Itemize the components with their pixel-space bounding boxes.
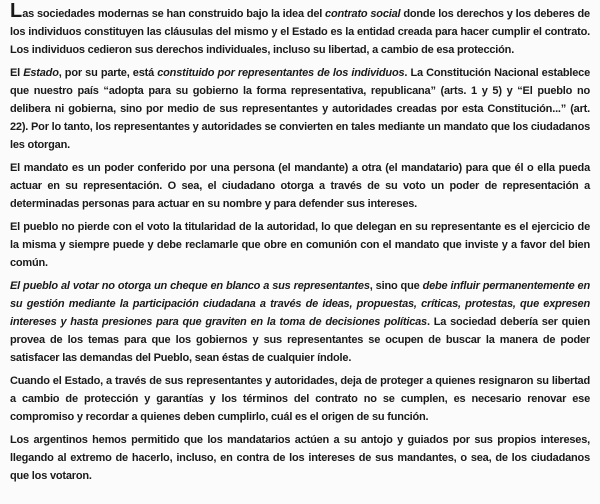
paragraph-text: Cuando el Estado, a través de sus representantes y autoridades, deja de proteger a quienes resignaron su libertad a cambio de protección y garantías y los términos del contrato no se cumplen, es necesario renovar ese compromiso y recordar a quienes deben cumplirlo, cuál es el origen de su función.	[10, 375, 590, 423]
paragraph-argentinos	[10, 431, 590, 485]
paragraph-text: as sociedades modernas se han construido bajo la idea del	[22, 8, 326, 20]
paragraph-mandato	[10, 159, 590, 213]
paragraph-text-italic: contrato social	[325, 8, 401, 20]
paragraph-text-italic: debe influir permanentemente en su gestión mediante la participación ciudadana a través de ideas, propuestas, críticas, protestas, que expresen intereses y hasta presiones para que graviten en la toma de decisiones políticas	[10, 280, 590, 328]
paragraph-cheque-en-blanco	[10, 277, 590, 367]
paragraph-text-italic: Estado	[23, 67, 59, 79]
paragraph-text: El pueblo no pierde con el voto la titularidad de la autoridad, lo que delegan en su representante es el ejercicio de la misma y siempre puede y debe reclamarle que obre en comunión con el mandato que inviste y a favor del bien común.	[10, 221, 590, 269]
paragraph-text: donde los derechos y los deberes de los individuos constituyen las cláusulas del mismo y el Estado es la entidad creada para hacer cumplir el contrato. Los individuos cedieron sus derechos individuales, incluso su libertad, a cambio de esa protección.	[10, 8, 590, 56]
paragraph-text-italic: El pueblo al votar no otorga un cheque en blanco a sus representantes	[10, 280, 370, 292]
paragraph-text-italic: constituido por representantes de los individuos	[157, 67, 405, 79]
paragraph-text: El mandato es un poder conferido por una persona (el mandante) a otra (el mandatario) para que él o ella pueda actuar en su representación. O sea, el ciudadano otorga a través de su voto un poder de representación a determinadas personas para actuar en su nombre y para defender sus intereses.	[10, 162, 590, 210]
paragraph-text: . La Constitución Nacional establece que nuestro país “adopta para su gobierno la forma representativa, republicana” (arts. 1 y 5) y “El pueblo no delibera ni gobierna, sino por medio de sus representantes y autoridades creadas por esta Constitución...” (art. 22). Por lo tanto, los representantes y autoridades se convierten en tales mediante un mandato que los ciudadanos les otorgan.	[10, 67, 591, 151]
paragraph-text: , por su parte, está	[58, 67, 158, 79]
paragraph-estado-constitucion	[10, 64, 590, 154]
paragraph-text: . La sociedad debería ser quien provea de los temas para que los gobiernos y sus representantes se ocupen de buscar la manera de poder satisfacer las demandas del Pueblo, sean éstas de cualquier índole.	[10, 316, 590, 364]
paragraph-text: El	[10, 67, 24, 79]
paragraph-text: Los argentinos hemos permitido que los mandatarios actúen a su antojo y guiados por sus propios intereses, llegando al extremo de hacerlo, incluso, en contra de los intereses de sus mandantes, o sea, de los ciudadanos que los votaron.	[10, 434, 590, 482]
paragraph-titularidad	[10, 218, 590, 272]
paragraph-text: , sino que	[369, 280, 423, 292]
paragraph-social-contract	[10, 0, 590, 59]
dropcap-letter: L	[10, 0, 23, 22]
paragraph-renovar-compromiso	[10, 372, 590, 426]
